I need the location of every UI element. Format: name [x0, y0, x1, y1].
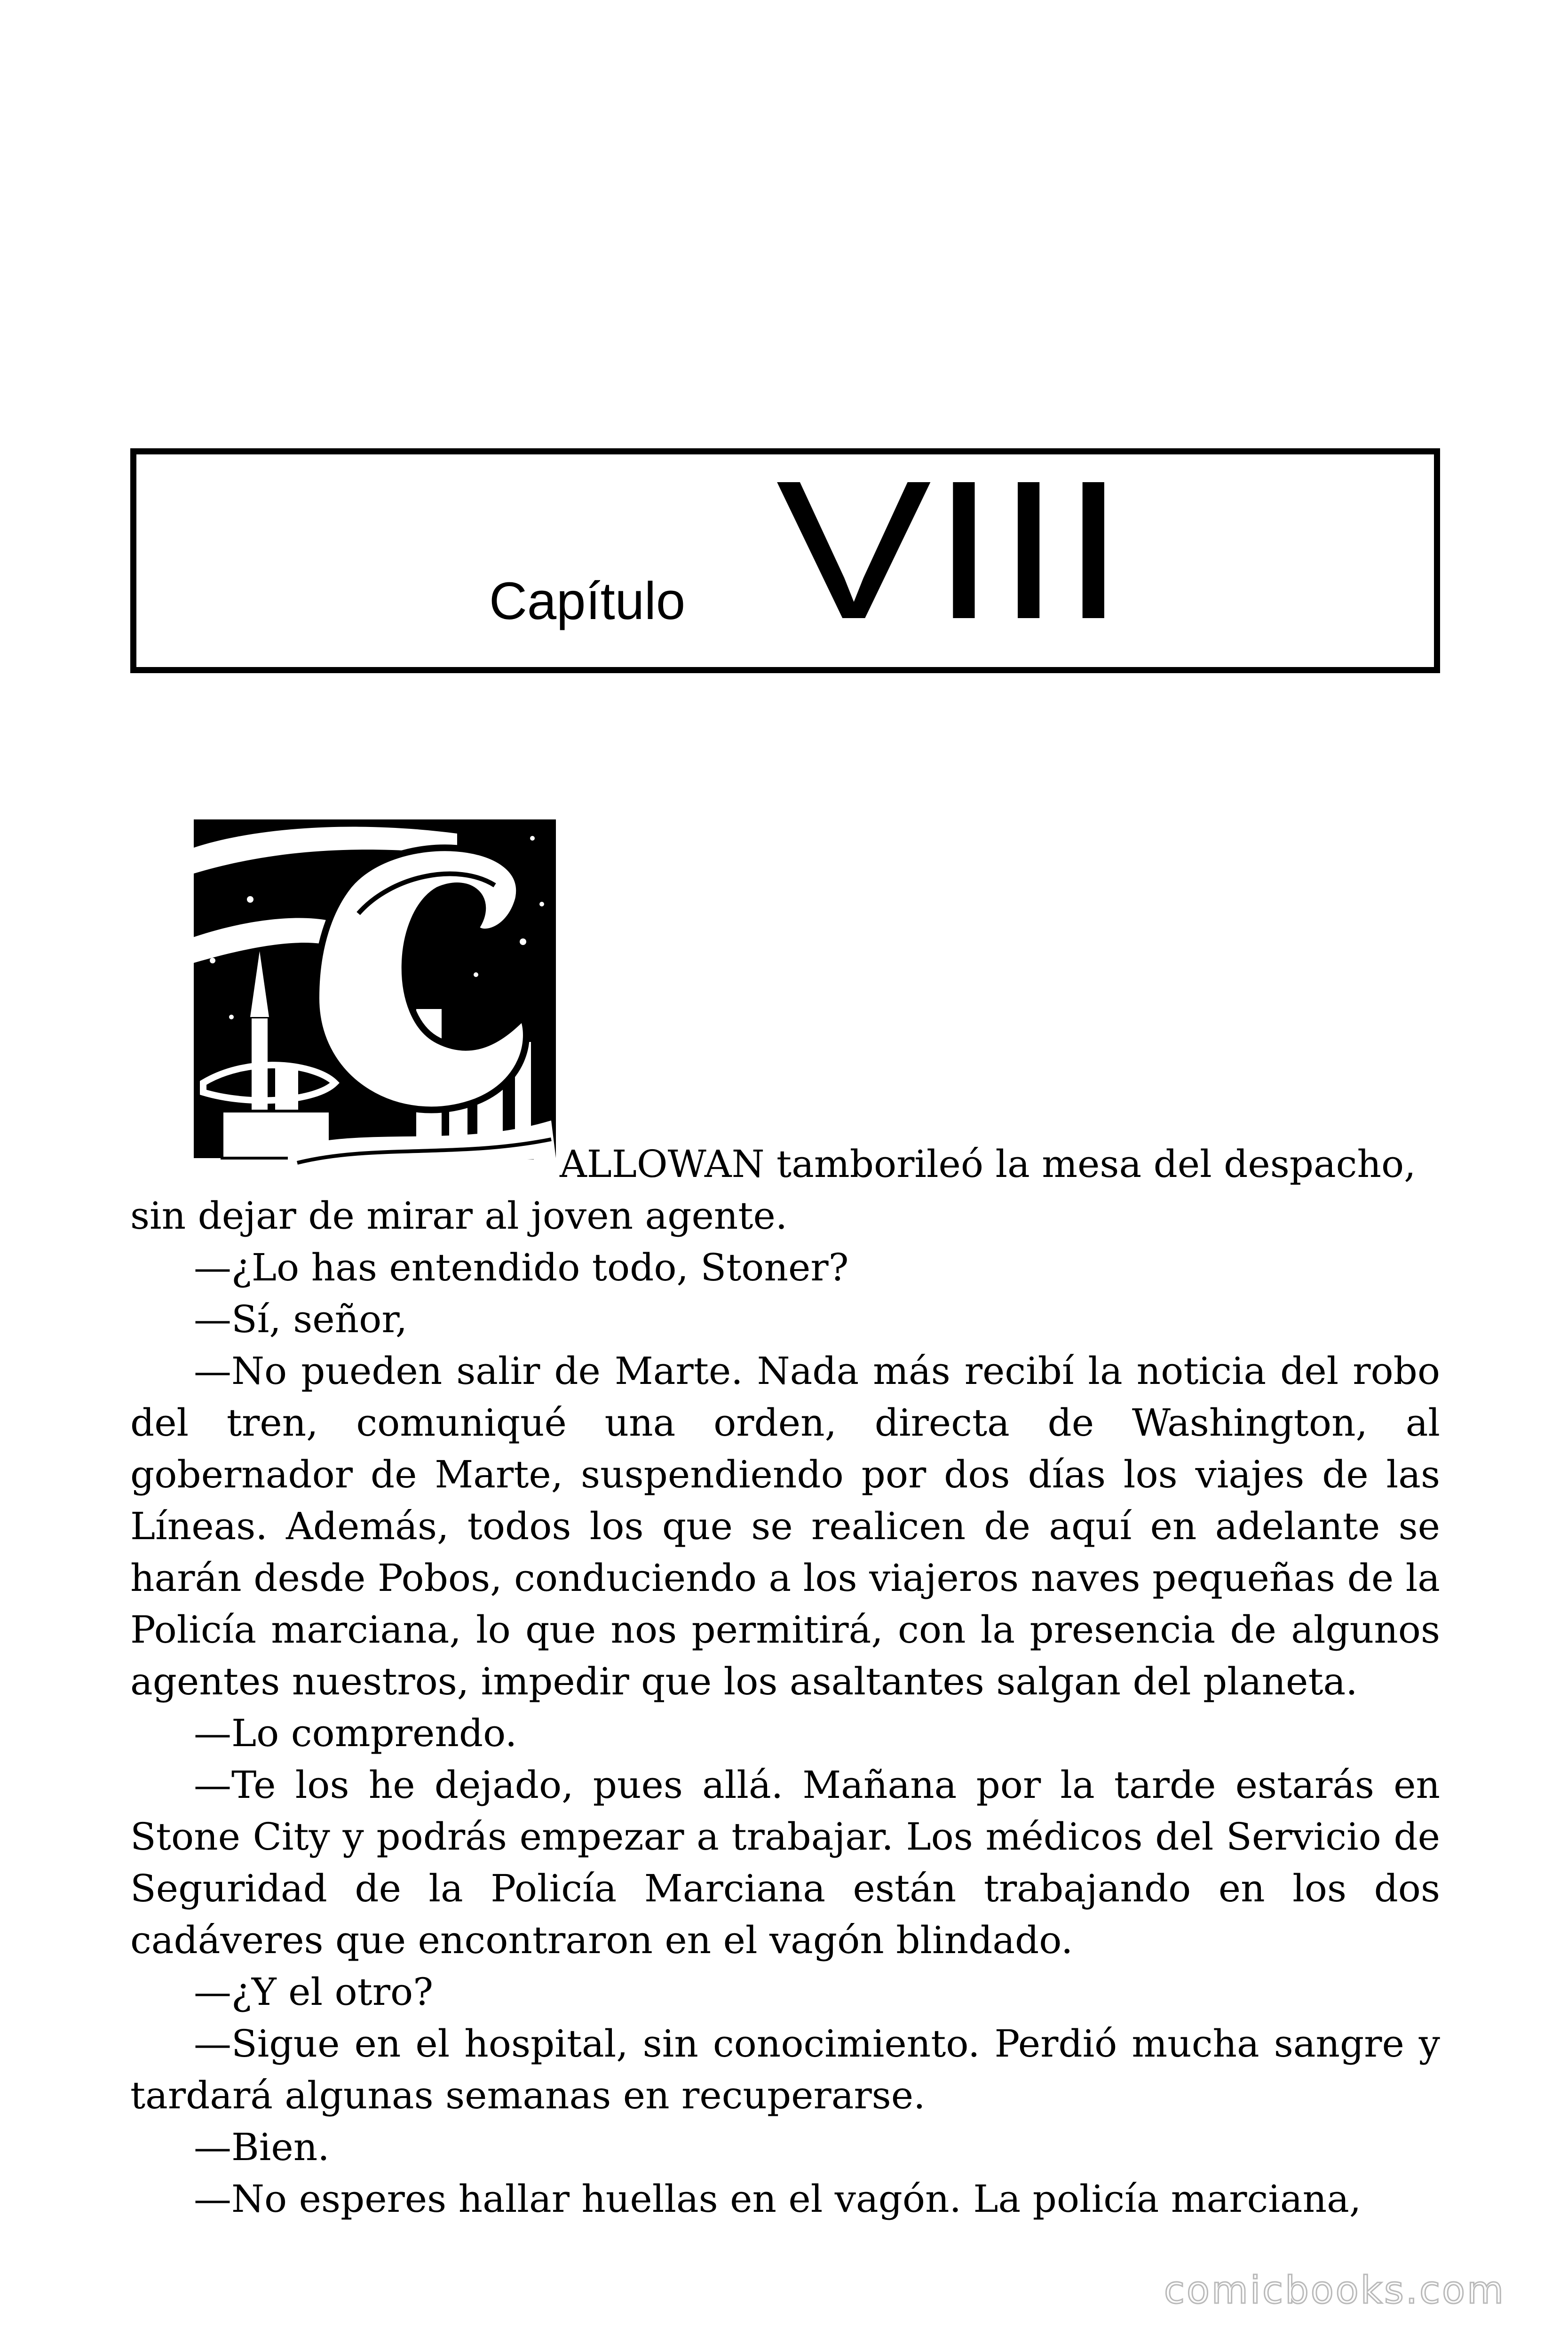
paragraph: —Lo comprendo. [194, 1711, 517, 1755]
paragraph: —Sí, señor, [194, 1297, 408, 1341]
paragraph: —No pueden salir de Marte. Nada más recibí la noticia del robo del tren, comuniqué una orden, directa de Washington, al gobernador de Marte, suspendiendo por dos días los viajes de las Líneas. Además, todos los que se realicen de aquí en adelante se harán desde Pobos, conduciendo a los viajeros naves pequeñas de la Policía marciana, lo que nos permitirá, con la presencia de algunos agentes nuestros, impedir que los asaltantes salgan del planeta. [130, 1349, 1440, 1703]
chapter-number: VIII [776, 440, 1126, 660]
paragraph: —Sigue en el hospital, sin conocimiento. Perdió mucha sangre y tardará algunas semanas en recuperarse. [130, 2022, 1440, 2117]
paragraph: —Bien. [194, 2125, 330, 2169]
paragraph: —No esperes hallar huellas en el vagón. La policía marciana, [194, 2177, 1362, 2221]
watermark: comicbooks.com [1164, 2268, 1506, 2312]
paragraph: —¿Y el otro? [194, 1970, 434, 2014]
letter-c-city-illustration-icon [194, 819, 556, 1171]
paragraph: sin dejar de mirar al joven agente. [130, 1194, 788, 1238]
body-text [130, 1190, 1440, 2225]
chapter-label: Capítulo [489, 572, 686, 630]
paragraph: —Te los he dejado, pues allá. Mañana por la tarde estarás en Stone City y podrás empezar a trabajar. Los médicos del Servicio de Seguridad de la Policía Marciana están trabajando en los dos cadáveres que encontraron en el vagón blindado. [130, 1763, 1440, 1962]
opening-line: ALLOWAN tamborileó la mesa del despacho, [560, 1142, 1416, 1186]
paragraph: —¿Lo has entendido todo, Stoner? [194, 1246, 849, 1289]
